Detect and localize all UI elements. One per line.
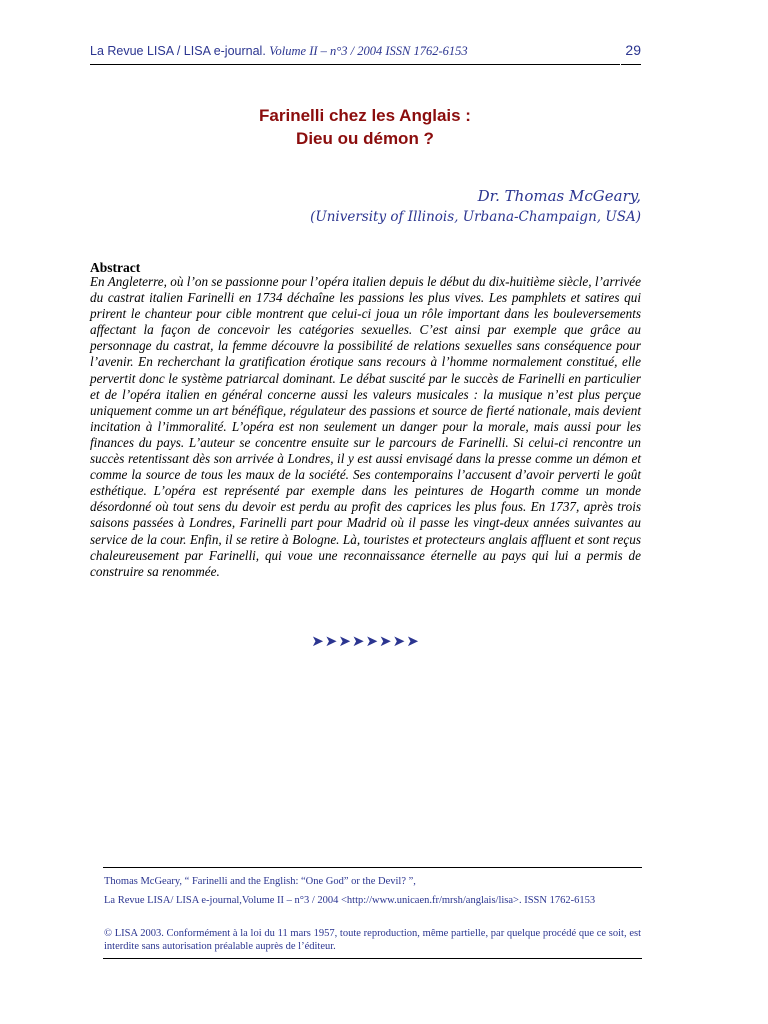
volume-info: Volume II – n°3 / 2004 ISSN 1762-6153 [269,44,468,58]
abstract-heading: Abstract [90,260,141,275]
footnote-journal-ref: La Revue LISA/ LISA e-journal,Volume II – n°3 / 2004 <http://www.unicaen.fr/mrsh/anglais/lisa>. ISSN 1762-6153 [104,895,596,906]
page-number-rule [621,64,641,65]
footnote-rule-top [103,867,642,868]
header-rule [90,64,620,65]
ornament-arrows: ➤➤➤➤➤➤➤➤ [311,632,420,650]
title-line-1: Farinelli chez les Anglais : [259,106,471,125]
author-name: Dr. Thomas McGeary, [477,187,641,205]
footnote-citation: Thomas McGeary, “ Farinelli and the English: “One God” or the Devil? ”, [104,876,416,887]
footnote-rule-bottom [103,958,642,959]
page-number: 29 [625,42,641,58]
abstract-text: En Angleterre, où l’on se passionne pour l’opéra italien depuis le début du dix-huitième siècle, l’arrivée du castrat italien Farinelli en 1734 déchaîne les passions les plus vives. Les pamphlets et satires qui prirent le chanteur pour cible montrent que celui-ci joua un rôle important dans les bouleversements affectant la façon de concevoir les catégories sexuelles. C’est ainsi par exemple que grâce au personnage du castrat, la femme découvre la possibilité de relations sexuelles sans conséquence pour l’avenir. En recherchant la gratification érotique sans recours à l’homme normalement constitué, elle pervertit donc le système patriarcal dominant. Le débat suscité par le succès de Farinelli en particulier et de l’opéra italien en général concerne aussi les valeurs musicales : la musique n’est plus perçue uniquement comme un art bénéfique, régulateur des passions et source de fierté nationale, mais devient incitation à l’immoralité. L’opéra est non seulement un danger pour la morale, mais aussi pour les finances du pays. L’auteur se concentre ensuite sur le parcours de Farinelli. Si celui-ci rencontre un succès retentissant dès son arrivée à Londres, il y est aussi envisagé dans la presse comme un démon et comme la source de tous les maux de la société. Ses contemporains l’accusent d’avoir perverti le goût esthétique. L’opéra est représenté par exemple dans les peintures de Hogarth comme un monde désordonné où tout sens du devoir est perdu au profit des caprices les plus fous. En 1737, après trois saisons passées à Londres, Farinelli part pour Madrid où il passe les vingt-deux années suivantes au service de la cour. Enfin, il se retire à Bologne. Là, touristes et protecteurs anglais affluent et sont reçus chaleureusement par Farinelli, qui voue une reconnaissance éternelle au pays qui lui a permis de construire sa renommée. [90,274,641,579]
article-title [90,104,640,150]
running-header [90,44,620,59]
author-affiliation: (University of Illinois, Urbana-Champaign, USA) [310,209,641,225]
footnote-copyright: © LISA 2003. Conformément à la loi du 11 mars 1957, toute reproduction, même partielle, par quelque procédé que ce soit, est interdite sans autorisation préalable auprès de l’éditeur. [104,928,641,952]
journal-name: La Revue LISA / LISA e-journal. [90,44,266,58]
title-line-2: Dieu ou démon ? [296,129,434,148]
